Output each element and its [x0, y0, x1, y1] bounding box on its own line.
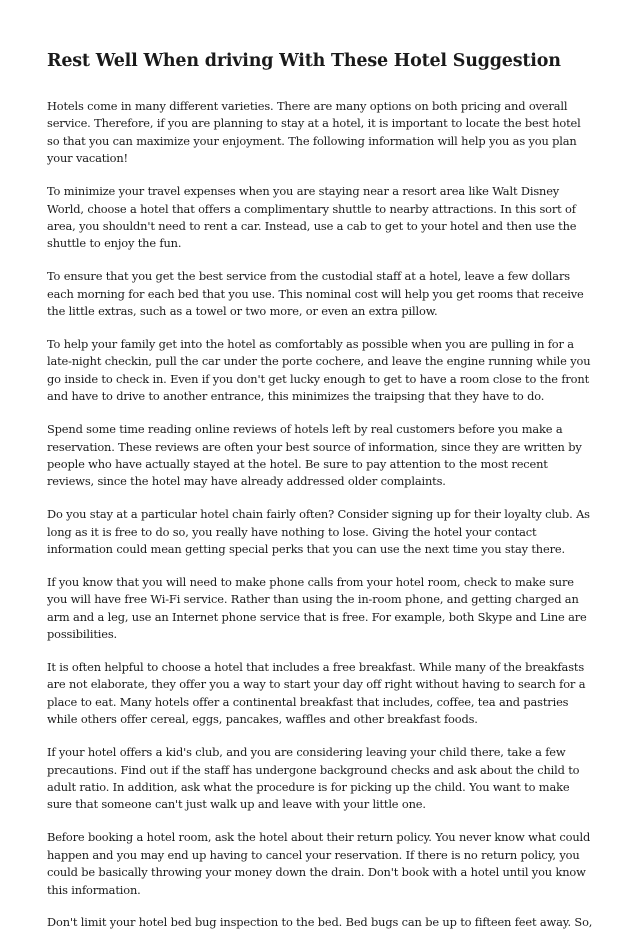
paragraph-wifi: If you know that you will need to make phone calls from your hotel room, check to make sure you will have free Wi-Fi service. Rather than using the in-room phone, and getting charged an arm and a leg, use an Internet phone service that is free. For example, both Skype and Line are possibilities. — [47, 574, 587, 642]
document-title: Rest Well When driving With These Hotel Suggestion — [47, 51, 561, 71]
paragraph-online-reviews: Spend some time reading online reviews of hotels left by real customers before you make a reservation. These reviews are often your best source of information, since they are written by people who have actually stayed at the hotel. Be sure to pay attention to the most recent reviews, since the hotel may have already addressed older complaints. — [47, 422, 582, 489]
paragraph-loyalty-club: Do you stay at a particular hotel chain fairly often? Consider signing up for their loyalty club. As long as it is free to do so, you really have nothing to lose. Giving the hotel your contact information could mean getting special perks that you can use the next time you stay there. — [47, 507, 590, 557]
paragraph-kids-club: If your hotel offers a kid's club, and you are considering leaving your child there, take a few precautions. Find out if the staff has undergone background checks and ask about the child to adult ratio. In addition, ask what the procedure is for picking up the child. You want to make sure that someone can't just walk up and leave with your little one. — [47, 745, 580, 812]
paragraph-late-checkin: To help your family get into the hotel as comfortably as possible when you are pulling in for a late-night checkin, pull the car under the porte cochere, and leave the engine running while you go inside to check in. Even if you don't get lucky enough to get to have a room close to the front and have to drive to another entrance, this minimizes the traipsing that they have to do. — [47, 336, 591, 404]
document-page — [47, 50, 595, 947]
paragraph-intro: Hotels come in many different varieties. There are many options on both pricing and overall service. Therefore, if you are planning to stay at a hotel, it is important to locate the best hotel so that you can maximize your enjoyment. The following information will help you as you plan your vacation! — [47, 99, 581, 166]
paragraph-breakfast: It is often helpful to choose a hotel that includes a free breakfast. While many of the breakfasts are not elaborate, they offer you a way to start your day off right without having to search for a place to eat. Many hotels offer a continental breakfast that includes, coffee, tea and pastries while others offer cereal, eggs, pancakes, waffles and other breakfast foods. — [47, 660, 586, 727]
paragraph-shuttle: To minimize your travel expenses when you are staying near a resort area like Walt Disney World, choose a hotel that offers a complimentary shuttle to nearby attractions. In this sort of area, you shouldn't need to rent a car. Instead, use a cab to get to your hotel and then use the shuttle to enjoy the fun. — [47, 184, 577, 251]
paragraph-return-policy: Before booking a hotel room, ask the hotel about their return policy. You never know what could happen and you may end up having to cancel your reservation. If there is no return policy, you could be basically throwing your money down the drain. Don't book with a hotel until you know this information. — [47, 830, 591, 897]
paragraph-bed-bugs: Don't limit your hotel bed bug inspection to the bed. Bed bugs can be up to fifteen feet away. So, — [47, 915, 593, 930]
paragraph-custodial-tip: To ensure that you get the best service from the custodial staff at a hotel, leave a few dollars each morning for each bed that you use. This nominal cost will help you get rooms that receive the little extras, such as a towel or two more, or even an extra pillow. — [47, 269, 584, 319]
